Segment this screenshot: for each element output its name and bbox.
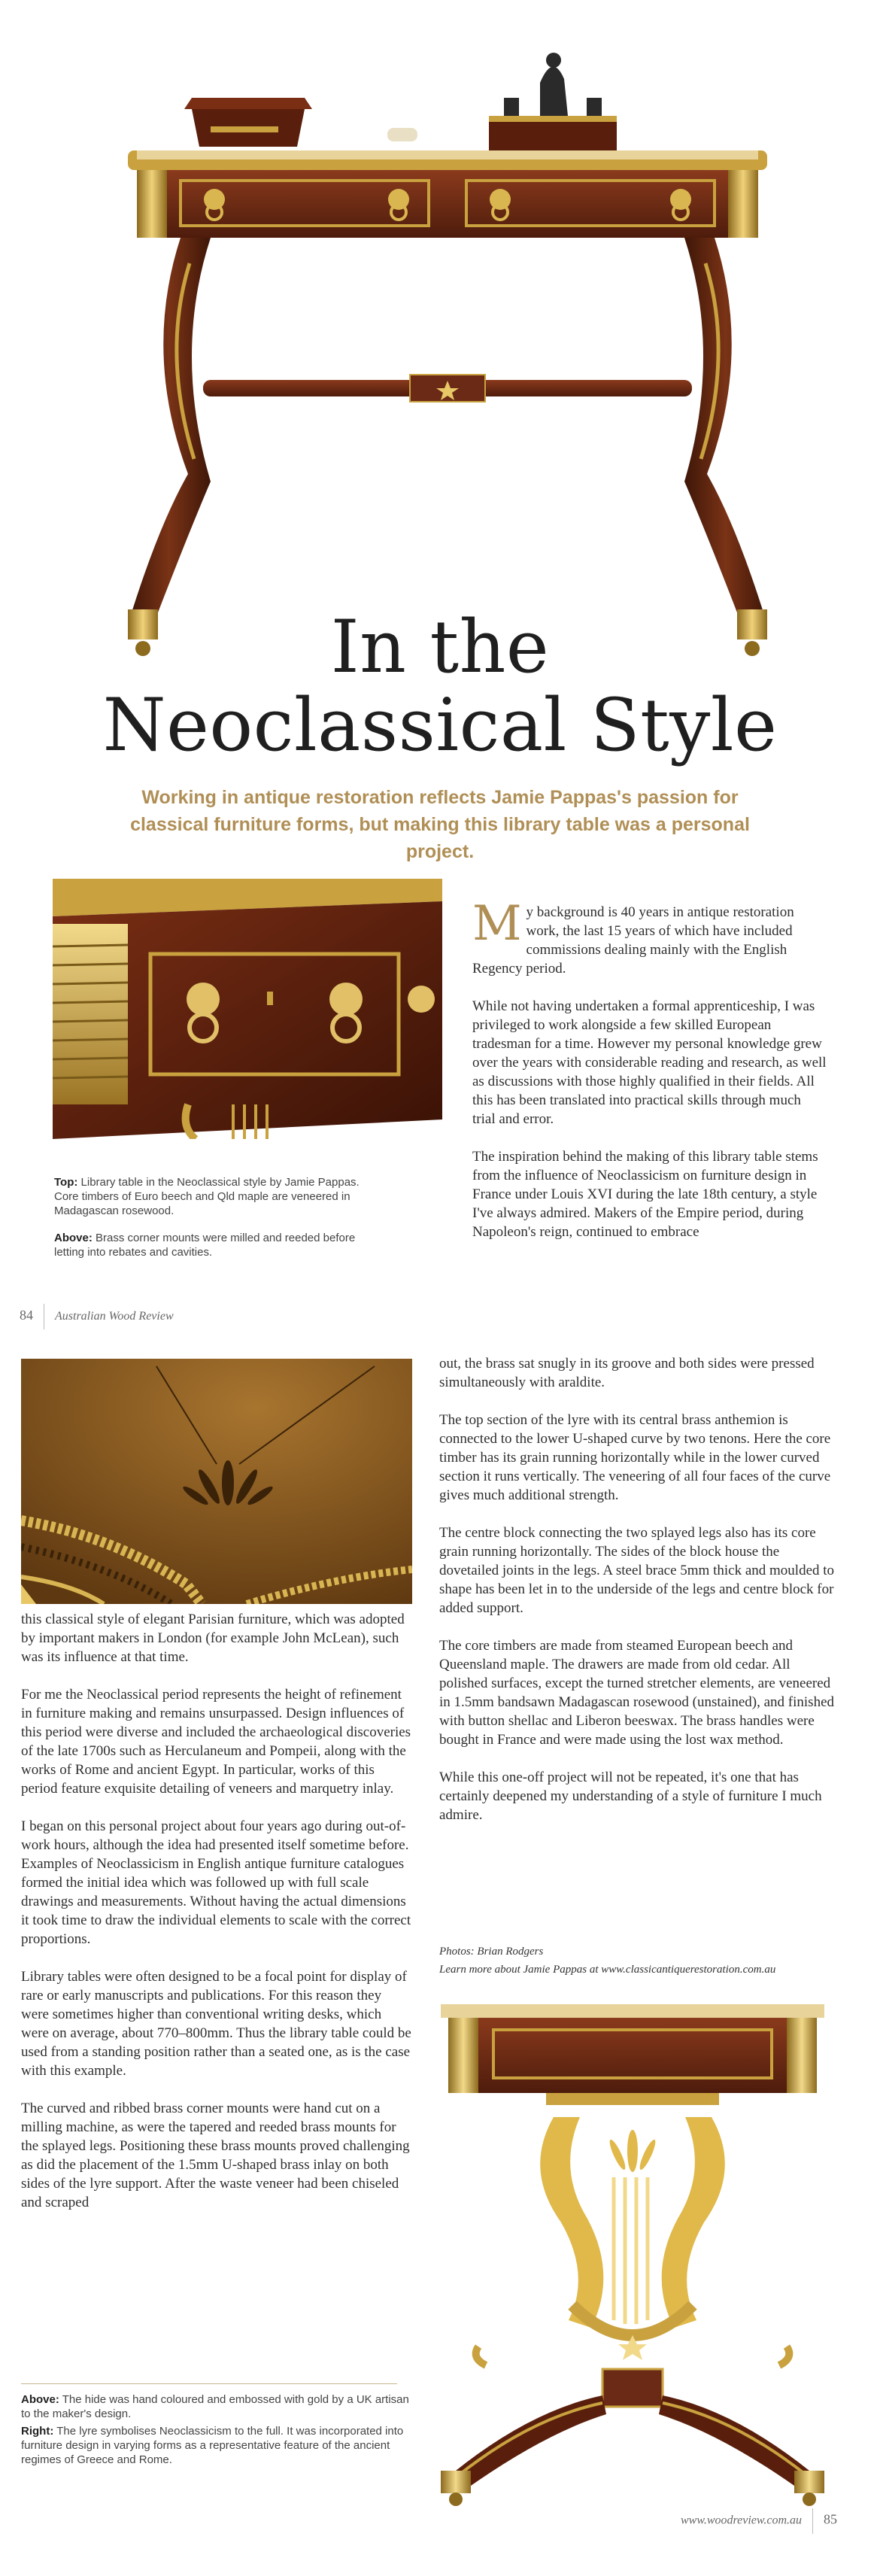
caption-above-label-2: Above: — [21, 2393, 59, 2406]
paragraph-10: The top section of the lyre with its central brass anthemion is connected to the lower U-shaped curve by two tenons. Here the core timber has its grain running horizontally while in the lower curved section it runs vertically. The veneering of all four faces of the curve gives much additional strength. — [439, 1412, 831, 1503]
paragraph-12: The core timbers are made from steamed European beech and Queensland maple. The drawers are made from old cedar. All polished surfaces, except the turned stretcher elements, are veneered in 1.5mm bandsawn Madagascan rosewood (unstained), and finished with button shellac and Liberon beeswax. The brass handles were bought in France and were made using the lost wax method. — [439, 1638, 835, 1748]
caption-top — [54, 1175, 370, 1218]
caption-right-label: Right: — [21, 2425, 54, 2438]
publication-name: Australian Wood Review — [55, 1310, 174, 1323]
caption-above-text-2: The hide was hand coloured and embossed with gold by a UK artisan to the maker's design. — [21, 2393, 409, 2420]
page85-right-column — [439, 1354, 838, 1843]
right-corner-mount — [728, 170, 758, 238]
corner-mount-detail-photo — [53, 879, 442, 1139]
credit-photographer: Photos: Brian Rodgers — [439, 1946, 544, 1958]
article-title — [0, 605, 880, 767]
article-standfirst: Working in antique restoration reflects Jamie Pappas's passion for classical furniture forms, but making this library table was a personal project. — [130, 787, 750, 862]
writing-box — [184, 98, 312, 147]
page-number-85: 85 — [824, 2511, 838, 2527]
paragraph-3: The inspiration behind the making of this library table stems from the influence of Neoclassicism on furniture design in France under Louis XVI during the late 18th century, a style I've always admired. Makers of the Empire period, during Napoleon's reign, continued to embrace — [472, 1149, 818, 1240]
paragraph-1 — [472, 896, 827, 978]
reeded-corner-mount — [53, 924, 128, 1104]
caption-above-text: Brass corner mounts were milled and reeded before letting into rebates and cavities. — [54, 1232, 356, 1259]
lyre-support-photo — [441, 2004, 824, 2507]
folio-divider-right — [812, 2508, 813, 2534]
left-corner-mount — [137, 170, 167, 238]
lyre-frame — [540, 2117, 725, 2360]
left-lyre-leg — [128, 238, 211, 632]
caption-above-hide — [21, 2392, 412, 2421]
caption-above-label: Above: — [54, 1232, 93, 1244]
page-number-84: 84 — [20, 1308, 33, 1323]
right-lyre-leg — [684, 238, 767, 632]
embossed-leather-photo — [21, 1359, 412, 1604]
caption-divider — [21, 2383, 397, 2384]
folio-right — [681, 2508, 837, 2534]
paragraph-5: For me the Neoclassical period represents the height of refinement in furniture making and remains unsurpassed. Design influences of this period were diverse and included the archaeological discoveries of the late 1700s such as Herculaneum and Pompeii, along with the works of Rome and ancient Egypt. In particular, works of this period feature exquisite detailing of veneers and marquetry inlay. — [21, 1687, 411, 1797]
drop-cap: M — [472, 896, 522, 952]
caption-right-lyre — [21, 2424, 412, 2467]
lyre-table-top — [441, 2004, 824, 2018]
paragraph-2: While not having undertaken a formal apprenticeship, I was privileged to work alongside a few skilled European tradesman for a time. However my personal knowledge grew over the years with considerable reading and research, as well as discussions with those highly qualified in their fields. All this has been translated into practical skills through much trial and error. — [472, 998, 827, 1127]
page85-left-column — [21, 1610, 412, 2231]
caption-right-text: The lyre symbolises Neoclassicism to the full. It was incorporated into furniture design in varying forms as a representative feature of the ancient regimes of Greece and Rome. — [21, 2425, 404, 2466]
caption-above-corner — [54, 1231, 370, 1259]
paragraph-8: The curved and ribbed brass corner mounts were hand cut on a milling machine, as were the tapered and reeded brass mounts for the splayed legs. Positioning these brass mounts proved challenging as did the placement of the 1.5mm U-shaped brass inlay on both sides of the lyre support. After the waste veneer had been chiseled and scraped — [21, 2101, 410, 2210]
paragraph-9: out, the brass sat snugly in its groove and both sides were pressed simultaneously with araldite. — [439, 1356, 815, 1390]
caption-top-text: Library table in the Neoclassical style by Jamie Pappas. Core timbers of Euro beech and Qld maple are veneered in Madagascan rosewood. — [54, 1176, 360, 1217]
photo-credits — [439, 1943, 845, 1979]
paragraph-13: While this one-off project will not be repeated, it's one that has certainly deepened my understanding of a style of furniture I much admire. — [439, 1769, 822, 1823]
title-line-1: In the — [330, 605, 550, 689]
paragraph-7: Library tables were often designed to be a focal point for display of rare or early manuscripts and publications. For this reason they were sometimes higher than conventional writing desks, which were on average, about 770–800mm. Thus the library table could be used from a standing position rather than a seated one, as is the case with this example. — [21, 1969, 411, 2079]
paragraph-11: The centre block connecting the two splayed legs also has its core grain running horizontally. The sides of the block house the dovetailed joints in the legs. A steel brace 5mm thick and moulded to shape has been let in to the underside of the legs and centre block for added support. — [439, 1525, 835, 1616]
magazine-website[interactable]: www.woodreview.com.au — [681, 2514, 803, 2527]
paragraph-4: this classical style of elegant Parisian furniture, which was adopted by important makers in London (for example John McLean), such was its influence at that time. — [21, 1612, 405, 1665]
folio-left — [20, 1304, 174, 1329]
small-box — [387, 128, 417, 141]
paragraph-6: I began on this personal project about four years ago during out-of-work hours, although the idea had presented itself sometime before. Examples of Neoclassicism in English antique furniture catalogues formed the initial idea which was followed up with full scale drawings and measurements. Without having the actual dimensions it took time to draw the individual elements to scale with the correct proportions. — [21, 1818, 411, 1947]
paragraph-1-text: y background is 40 years in antique restoration work, the last 15 years of which have included commissions dealing mainly with the English Regency period. — [472, 904, 794, 977]
caption-top-label: Top: — [54, 1176, 78, 1189]
page84-body-column — [472, 896, 827, 1260]
credit-website-link[interactable]: Learn more about Jamie Pappas at www.classicantiquerestoration.com.au — [439, 1964, 776, 1976]
title-line-2: Neoclassical Style — [102, 683, 778, 767]
lyre-anthemion — [607, 2130, 658, 2172]
inkstand-figure — [489, 53, 617, 150]
library-table-photo — [128, 38, 767, 662]
